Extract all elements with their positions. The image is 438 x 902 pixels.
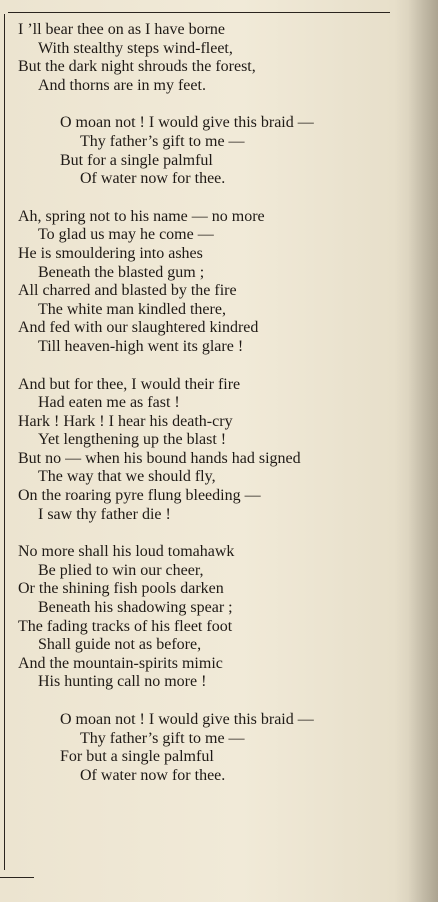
stanza <box>0 114 438 188</box>
top-rule <box>8 12 390 13</box>
poem-line: He is smouldering into ashes <box>18 244 203 262</box>
poem-line: Beneath the blasted gum ; <box>38 263 205 281</box>
poem-line: But for a single palmful <box>60 151 213 169</box>
poem-line: Beneath his shadowing spear ; <box>38 599 233 617</box>
poem-line: The way that we should fly, <box>38 468 216 486</box>
stanza <box>0 376 438 525</box>
poem-line: His hunting call no more ! <box>38 673 207 691</box>
poem-line: All charred and blasted by the fire <box>18 282 237 300</box>
stanza <box>0 21 438 95</box>
poem-line: Shall guide not as before, <box>38 636 202 654</box>
poem-line: Thy father’s gift to me — <box>80 132 245 150</box>
poem-line: Till heaven-high went its glare ! <box>38 337 244 355</box>
poem-line: I saw thy father die ! <box>38 505 171 523</box>
poem-line: With stealthy steps wind-fleet, <box>38 39 233 57</box>
poem-body <box>0 21 438 785</box>
poem-line: Ah, spring not to his name — no more <box>18 207 265 225</box>
poem-line: Or the shining fish pools darken <box>18 580 224 598</box>
poem-line: The fading tracks of his fleet foot <box>18 617 233 635</box>
stanza <box>0 208 438 357</box>
poem-line: I ’ll bear thee on as I have borne <box>18 21 226 38</box>
poem-line: And but for thee, I would their fire <box>18 375 241 393</box>
poem-line: Of water now for thee. <box>80 170 226 188</box>
poem-line: Of water now for thee. <box>80 766 226 784</box>
poem-line: No more shall his loud tomahawk <box>18 543 235 561</box>
poem-line: The white man kindled there, <box>38 300 226 318</box>
poem-line: And the mountain-spirits mimic <box>18 654 223 672</box>
poem-line: O moan not ! I would give this braid — <box>60 711 314 728</box>
poem-line: And fed with our slaughtered kindred <box>18 319 259 337</box>
poem-line: Hark ! Hark ! I hear his death-cry <box>18 412 233 430</box>
poem-line: On the roaring pyre flung bleeding — <box>18 487 261 505</box>
poem-line: Had eaten me as fast ! <box>38 394 180 412</box>
stanza <box>0 543 438 692</box>
poem-line: But no — when his bound hands had signed <box>18 449 301 467</box>
poem-line: Thy father’s gift to me — <box>80 729 245 747</box>
poem-line: To glad us may he come — <box>38 226 214 244</box>
bottom-rule <box>0 877 34 878</box>
poem-line: And thorns are in my feet. <box>38 76 206 94</box>
poem-line: Be plied to win our cheer, <box>38 561 204 579</box>
poem-line: Yet lengthening up the blast ! <box>38 431 227 449</box>
poem-line: O moan not ! I would give this braid — <box>60 114 314 132</box>
poem-line: For but a single palmful <box>60 748 214 766</box>
poem-line: But the dark night shrouds the forest, <box>18 58 256 76</box>
stanza <box>0 711 438 785</box>
